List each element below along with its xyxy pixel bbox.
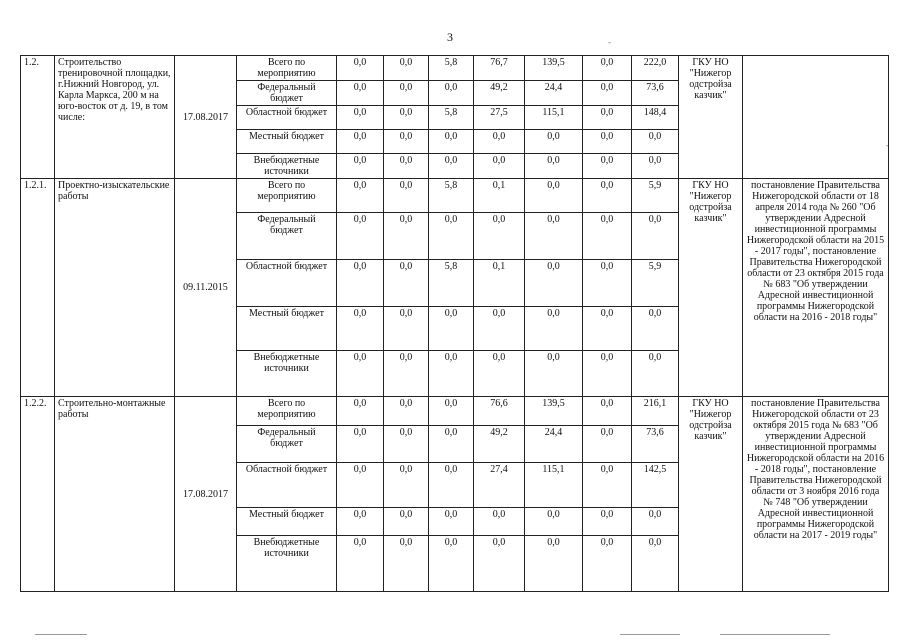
amount-cell: 0,0 [429, 81, 474, 106]
amount-cell: 0,0 [474, 536, 525, 592]
table-row [21, 179, 889, 213]
amount-cell: 0,0 [474, 307, 525, 351]
amount-cell: 0,0 [337, 154, 384, 179]
amount-cell: 0,0 [632, 307, 679, 351]
amount-cell: 0,0 [632, 536, 679, 592]
amount-cell: 0,0 [384, 106, 429, 130]
amount-cell: 0,0 [525, 179, 583, 213]
scan-line [620, 634, 680, 635]
amount-cell: 0,0 [337, 307, 384, 351]
amount-cell: 0,0 [337, 397, 384, 426]
amount-cell: 73,6 [632, 426, 679, 463]
funding-source: Внебюджетные источники [237, 536, 337, 592]
amount-cell: 0,0 [583, 56, 632, 81]
amount-cell: 0,0 [474, 213, 525, 260]
amount-cell: 49,2 [474, 81, 525, 106]
amount-cell: 0,0 [583, 463, 632, 508]
funding-source: Федеральный бюджет [237, 81, 337, 106]
amount-cell: 0,0 [525, 508, 583, 536]
amount-cell: 0,0 [429, 130, 474, 154]
amount-cell: 0,0 [384, 351, 429, 397]
funding-source: Областной бюджет [237, 260, 337, 307]
amount-cell: 0,0 [525, 536, 583, 592]
amount-cell: 49,2 [474, 426, 525, 463]
amount-cell: 0,0 [429, 307, 474, 351]
amount-cell: 0,0 [583, 130, 632, 154]
amount-cell: 0,0 [583, 307, 632, 351]
row-code: 1.2.1. [21, 179, 55, 397]
amount-cell: 0,0 [337, 463, 384, 508]
budget-table [20, 55, 889, 592]
funding-source: Местный бюджет [237, 508, 337, 536]
amount-cell: 5,8 [429, 106, 474, 130]
row-date: 09.11.2015 [175, 179, 237, 397]
amount-cell: 0,0 [337, 130, 384, 154]
amount-cell: 0,0 [384, 130, 429, 154]
amount-cell: 0,0 [583, 106, 632, 130]
legal-basis: постановление Правительства Нижегородской области от 18 апреля 2014 года № 260 "Об утверждении Адресной инвестиционной программы Нижегородской области на 2015 - 2017 годы", постановление Правительства Нижегородской области от 23 октября 2015 года № 683 "Об утверждении Адресной инвестиционной программы Нижегородской области на 2016 - 2018 годы" [743, 179, 889, 397]
funding-source: Федеральный бюджет [237, 213, 337, 260]
amount-cell: 0,0 [525, 213, 583, 260]
row-code: 1.2.2. [21, 397, 55, 592]
amount-cell: 0,0 [337, 508, 384, 536]
funding-source: Областной бюджет [237, 463, 337, 508]
amount-cell: 139,5 [525, 56, 583, 81]
amount-cell: 76,7 [474, 56, 525, 81]
amount-cell: 0,0 [525, 154, 583, 179]
row-code: 1.2. [21, 56, 55, 179]
amount-cell: 5,8 [429, 179, 474, 213]
amount-cell: 0,0 [583, 81, 632, 106]
amount-cell: 0,0 [474, 508, 525, 536]
amount-cell: 0,0 [384, 56, 429, 81]
amount-cell: 0,0 [632, 351, 679, 397]
funding-source: Всего по мероприятию [237, 179, 337, 213]
row-date: 17.08.2017 [175, 397, 237, 592]
customer: ГКУ НО "Нижегор одстройза казчик" [679, 179, 743, 397]
amount-cell: 0,0 [337, 260, 384, 307]
amount-cell: 0,0 [429, 536, 474, 592]
amount-cell: 115,1 [525, 463, 583, 508]
amount-cell: 0,0 [632, 508, 679, 536]
amount-cell: 0,0 [429, 154, 474, 179]
row-name: Строительство тренировочной площадки, г.Нижний Новгород, ул. Карла Маркса, 200 м на юго-восток от д. 19, в том числе: [55, 56, 175, 179]
customer: ГКУ НО "Нижегор одстройза казчик" [679, 397, 743, 592]
amount-cell: 0,1 [474, 260, 525, 307]
amount-cell: 0,0 [384, 397, 429, 426]
funding-source: Внебюджетные источники [237, 351, 337, 397]
amount-cell: 24,4 [525, 81, 583, 106]
amount-cell: 5,9 [632, 179, 679, 213]
amount-cell: 0,0 [429, 463, 474, 508]
amount-cell: 0,0 [384, 260, 429, 307]
amount-cell: 0,0 [632, 154, 679, 179]
amount-cell: 222,0 [632, 56, 679, 81]
amount-cell: 0,0 [384, 179, 429, 213]
amount-cell: 0,0 [583, 260, 632, 307]
funding-source: Всего по мероприятию [237, 56, 337, 81]
amount-cell: 216,1 [632, 397, 679, 426]
amount-cell: 0,0 [583, 508, 632, 536]
amount-cell: 0,0 [384, 426, 429, 463]
legal-basis: постановление Правительства Нижегородской области от 23 октября 2015 года № 683 "Об утверждении Адресной инвестиционной программы Нижегородской области на 2016 - 2018 годы", постановление Правительства Нижегородской области от 3 ноября 2016 года № 748 "Об утверждении Адресной инвестиционной программы Нижегородской области на 2017 - 2019 годы" [743, 397, 889, 592]
amount-cell: 0,0 [337, 106, 384, 130]
legal-basis [743, 56, 889, 179]
amount-cell: 0,0 [474, 351, 525, 397]
scan-mark: - [608, 37, 611, 47]
scan-line [35, 634, 87, 635]
amount-cell: 0,0 [583, 213, 632, 260]
amount-cell: 0,0 [429, 426, 474, 463]
amount-cell: 24,4 [525, 426, 583, 463]
funding-source: Внебюджетные источники [237, 154, 337, 179]
customer: ГКУ НО "Нижегор одстройза казчик" [679, 56, 743, 179]
table-row [21, 56, 889, 81]
amount-cell: 0,0 [337, 536, 384, 592]
amount-cell: 0,0 [583, 426, 632, 463]
amount-cell: 0,1 [474, 179, 525, 213]
amount-cell: 0,0 [525, 307, 583, 351]
funding-source: Всего по мероприятию [237, 397, 337, 426]
scan-mark: - [886, 140, 889, 150]
amount-cell: 0,0 [583, 351, 632, 397]
amount-cell: 0,0 [337, 213, 384, 260]
amount-cell: 0,0 [384, 154, 429, 179]
scan-line [720, 634, 830, 635]
amount-cell: 0,0 [337, 179, 384, 213]
amount-cell: 0,0 [384, 213, 429, 260]
table-body [21, 56, 889, 592]
amount-cell: 142,5 [632, 463, 679, 508]
amount-cell: 0,0 [583, 179, 632, 213]
amount-cell: 0,0 [525, 130, 583, 154]
amount-cell: 0,0 [384, 508, 429, 536]
amount-cell: 76,6 [474, 397, 525, 426]
amount-cell: 73,6 [632, 81, 679, 106]
amount-cell: 0,0 [525, 351, 583, 397]
amount-cell: 0,0 [474, 130, 525, 154]
amount-cell: 115,1 [525, 106, 583, 130]
amount-cell: 0,0 [337, 81, 384, 106]
funding-source: Федеральный бюджет [237, 426, 337, 463]
amount-cell: 5,8 [429, 56, 474, 81]
table-row [21, 397, 889, 426]
funding-source: Областной бюджет [237, 106, 337, 130]
amount-cell: 0,0 [337, 426, 384, 463]
amount-cell: 0,0 [583, 154, 632, 179]
amount-cell: 0,0 [337, 351, 384, 397]
funding-source: Местный бюджет [237, 130, 337, 154]
row-name: Строительно-монтажные работы [55, 397, 175, 592]
amount-cell: 0,0 [583, 397, 632, 426]
amount-cell: 0,0 [474, 154, 525, 179]
amount-cell: 5,9 [632, 260, 679, 307]
amount-cell: 5,8 [429, 260, 474, 307]
amount-cell: 0,0 [583, 536, 632, 592]
amount-cell: 0,0 [429, 397, 474, 426]
amount-cell: 0,0 [429, 351, 474, 397]
amount-cell: 0,0 [429, 508, 474, 536]
amount-cell: 0,0 [384, 536, 429, 592]
amount-cell: 0,0 [525, 260, 583, 307]
amount-cell: 27,4 [474, 463, 525, 508]
page-number: 3 [447, 30, 453, 44]
amount-cell: 0,0 [632, 130, 679, 154]
amount-cell: 0,0 [337, 56, 384, 81]
row-name: Проектно-изыскательские работы [55, 179, 175, 397]
row-date: 17.08.2017 [175, 56, 237, 179]
amount-cell: 139,5 [525, 397, 583, 426]
amount-cell: 0,0 [632, 213, 679, 260]
amount-cell: 0,0 [384, 307, 429, 351]
amount-cell: 148,4 [632, 106, 679, 130]
amount-cell: 27,5 [474, 106, 525, 130]
amount-cell: 0,0 [429, 213, 474, 260]
amount-cell: 0,0 [384, 81, 429, 106]
amount-cell: 0,0 [384, 463, 429, 508]
funding-source: Местный бюджет [237, 307, 337, 351]
